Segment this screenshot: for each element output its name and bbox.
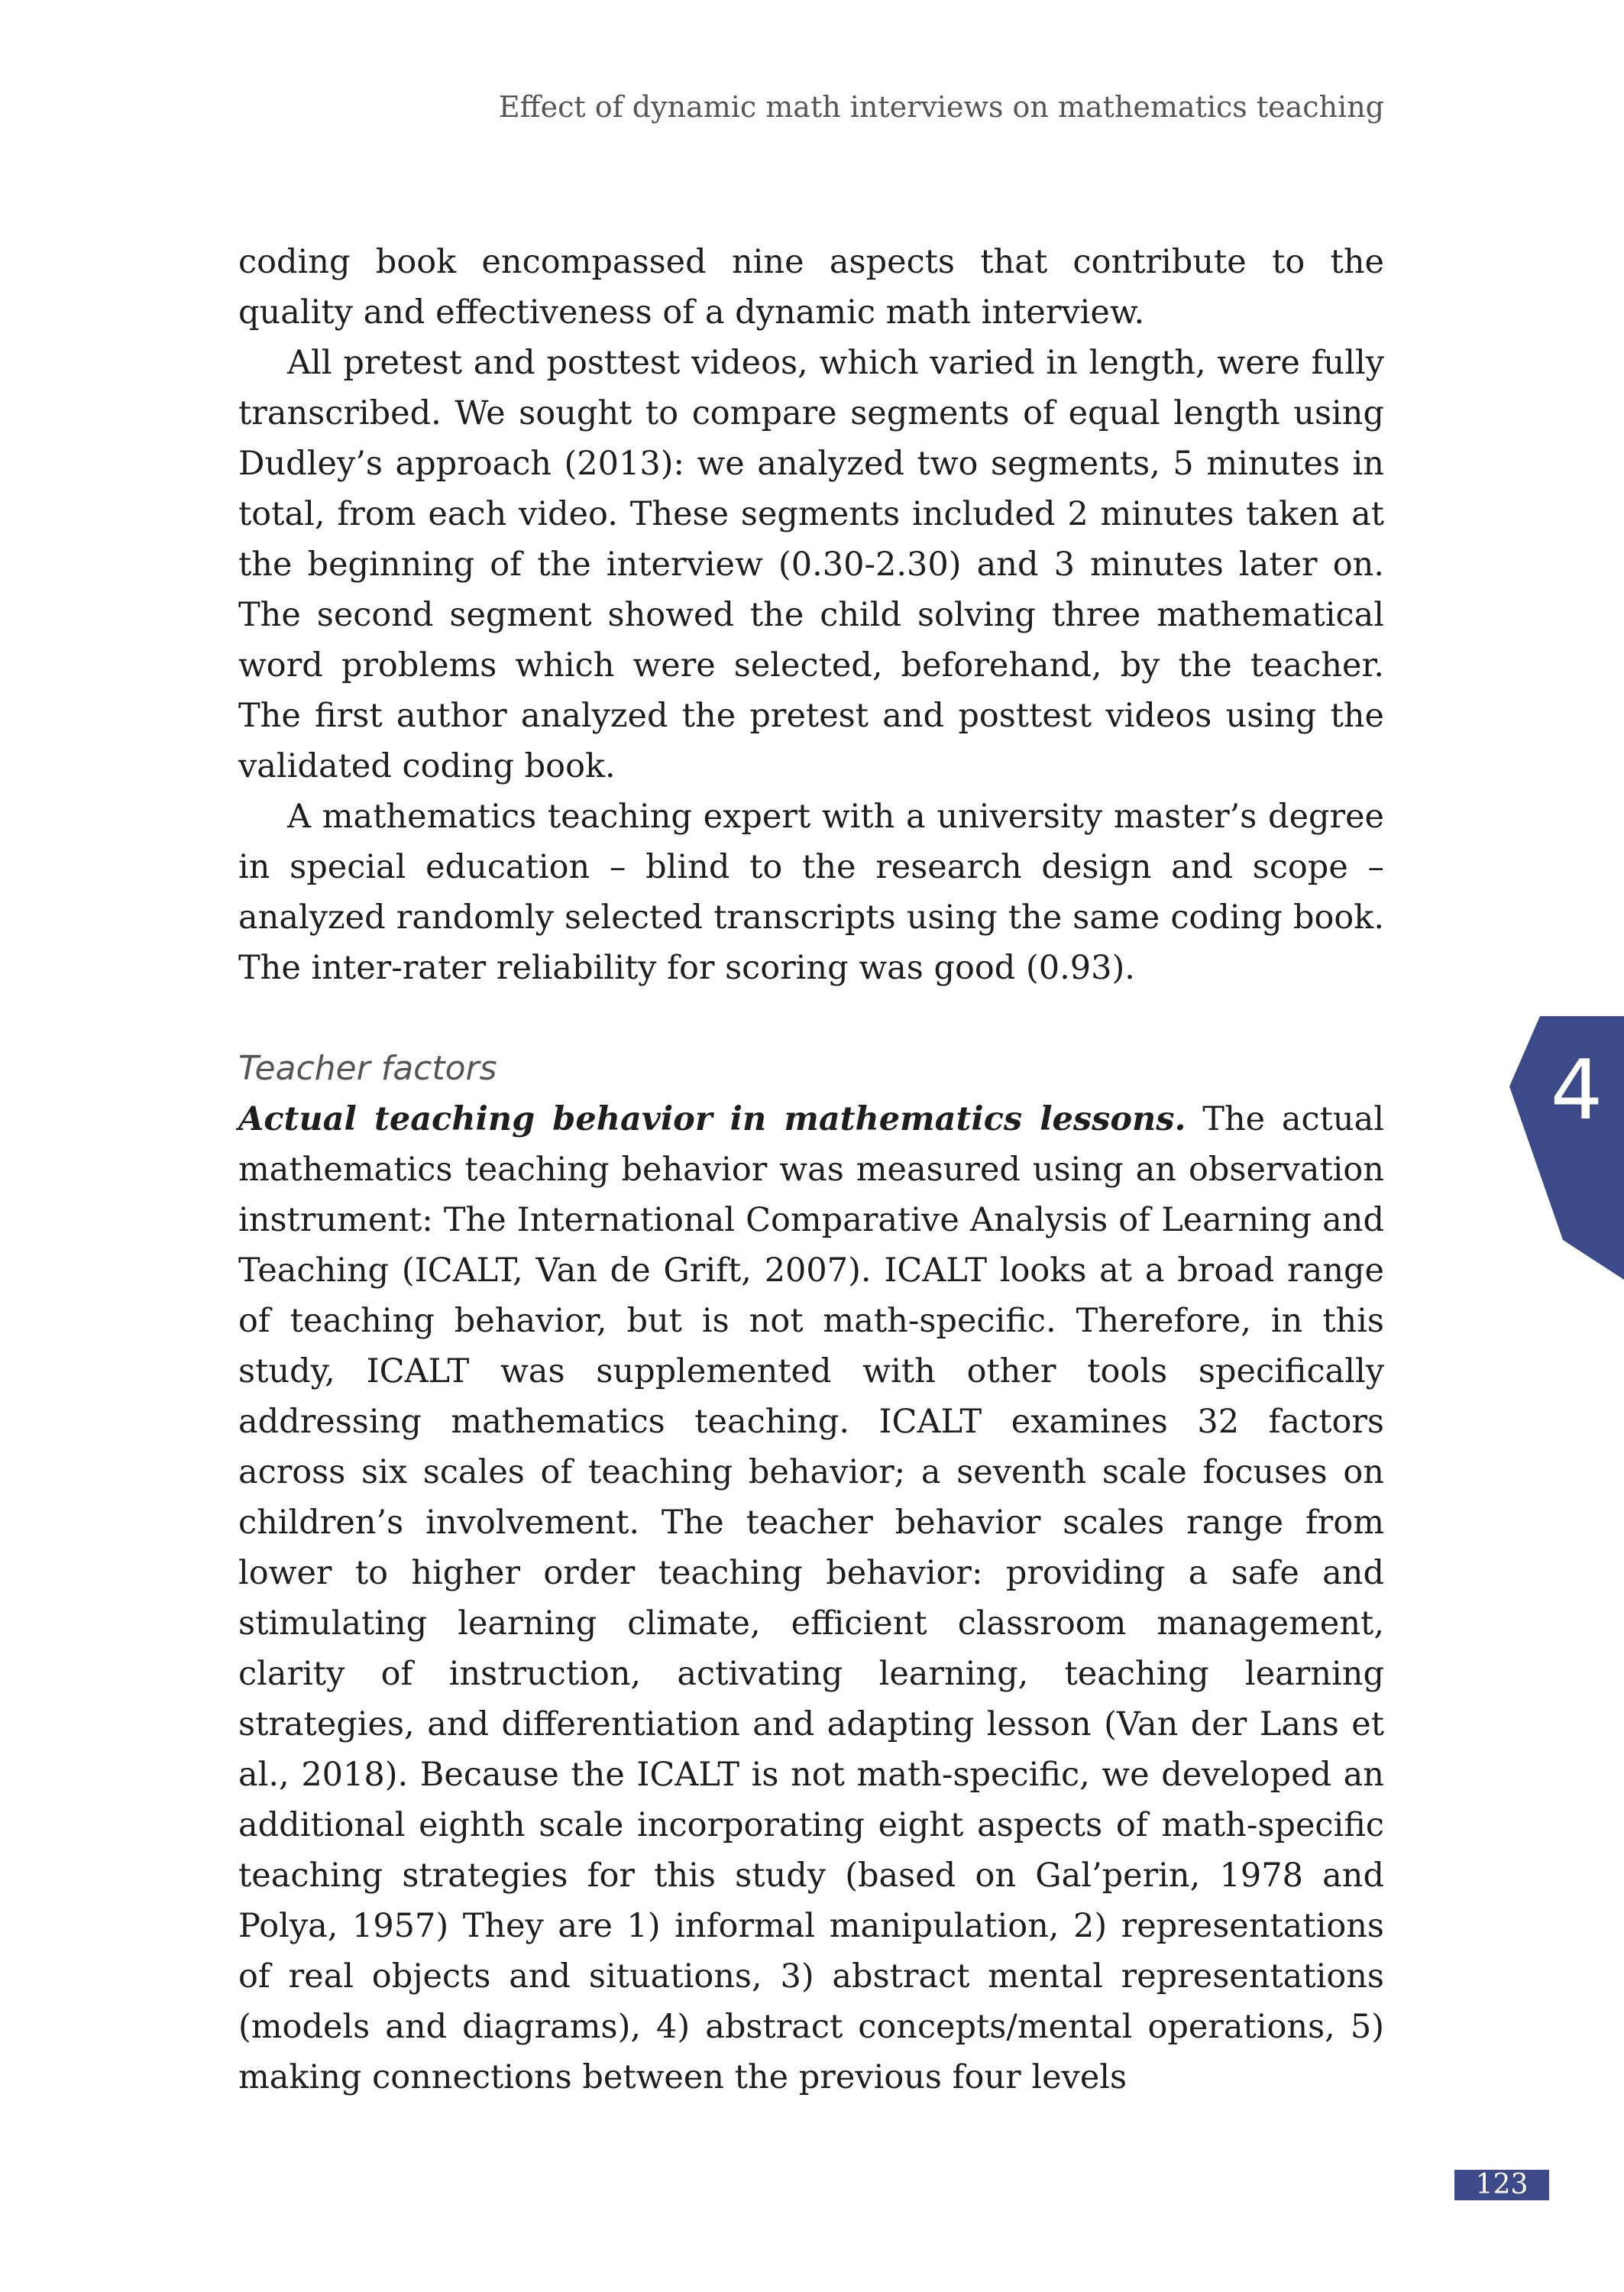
chapter-number: 4 [1550,1043,1603,1138]
paragraph-continued: coding book encompassed nine aspects that contribute to the quality and effectiveness of a dynamic math interview. [238,243,1384,332]
section-heading: Teacher factors [238,1049,497,1088]
chapter-tab [1509,1016,1624,1280]
paragraph-inter-rater: A mathematics teaching expert with a university master’s degree in special education – blind to the research design and scope – analyzed randomly selected transcripts using the same coding book. The inter-rater reliability for scoring was good (0.93). [238,798,1384,987]
paragraph-video-analysis: All pretest and posttest videos, which varied in length, were fully transcribed. We sought to compare segments of equal length using Dudley’s approach (2013): we analyzed two segments, 5 minutes in total, from each video. These segments included 2 minutes taken at the beginning of the interview (0.30-2.30) and 3 minutes later on. The second segment showed the child solving three mathematical word problems which were selected, beforehand, by the teacher. The first author analyzed the pretest and posttest videos using the validated coding book. [238,344,1384,785]
paragraph-teaching-behavior-text: The actual mathematics teaching behavior was measured using an observation instrument: The International Comparative Analysis of Learning and Teaching (ICALT, Van de Grift, 2007). ICALT looks at a broad range of teaching behavior, but is not math-specific. Therefore, in this study, ICALT was supplemented with other tools specifically addressing mathematics teaching. ICALT examines 32 factors across six scales of teaching behavior; a seventh scale focuses on children’s involvement. The teacher behavior scales range from lower to higher order teaching behavior: providing a safe and stimulating learning climate, efficient classroom management, clarity of instruction, activating learning, teaching learning strategies, and differentiation and adapting lesson (Van der Lans et al., 2018). Because the ICALT is not math-specific, we developed an additional eighth scale incorporating eight aspects of math-specific teaching strategies for this study (based on Gal’perin, 1978 and Polya, 1957) They are 1) informal manipulation, 2) representations of real objects and situations, 3) abstract mental representations (models and diagrams), 4) abstract concepts/mental operations, 5) making connections between the previous four levels [238,1100,1384,2096]
paragraph-teaching-behavior [238,1094,1384,2103]
running-header: Effect of dynamic math interviews on mathematics teaching [498,90,1384,124]
body-text [238,237,1384,2103]
run-in-heading: Actual teaching behavior in mathematics lessons. [238,1100,1186,1138]
page-number: 123 [1454,2170,1549,2200]
